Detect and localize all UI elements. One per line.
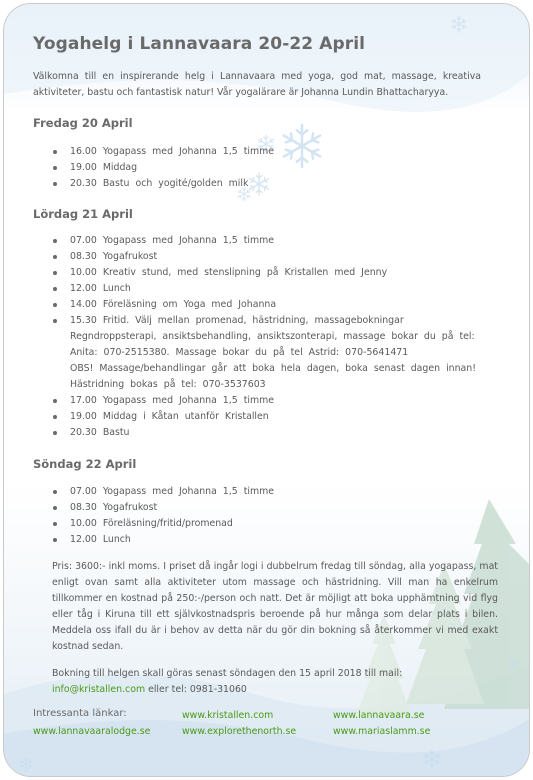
schedule-item: 12.00 Lunch: [52, 281, 476, 297]
booking-phone: eller tel: 0981-31060: [148, 684, 247, 695]
day-heading-sondag: Söndag 22 April: [33, 457, 137, 471]
schedule-item: 10.00 Föreläsning/fritid/promenad: [52, 516, 274, 532]
flyer-content: [4, 4, 529, 776]
link-mariaslamm[interactable]: www.mariaslamm.se: [333, 726, 431, 737]
schedule-item: 19.00 Middag: [52, 160, 274, 176]
price-paragraph: Pris: 3600:- inkl moms. I priset då ingår logi i dubbelrum fredag till söndag, alla yogapass, mat enligt ovan samt alla aktiviteter utom massage och hästridning. Vill man ha enkelrum tillkommer en kostnad på 250:-/person och natt. Det är möjligt att boka upphämtning vid flyg eller tåg i Kiruna till ett självkostnadspris beroende på hur många som delar plats i bilen. Meddela oss ifall du är i behov av detta när du gör din bokning så återkommer vi med exakt kostnad sedan.: [52, 561, 498, 652]
flyer-page: [3, 3, 530, 777]
link-explorethenorth[interactable]: www.explorethenorth.se: [182, 726, 297, 737]
schedule-item: 08.30 Yogafrukost: [52, 500, 274, 516]
fritid-detail-line: OBS! Massage/behandlingar går att boka hela dagen, boka senast dagen innan!: [70, 363, 477, 374]
schedule-item: 07.00 Yogapass med Johanna 1,5 timme: [52, 484, 274, 500]
booking-text: Bokning till helgen skall göras senast söndagen den 15 april 2018 till mail:: [52, 668, 403, 679]
booking-email-link[interactable]: info@kristallen.com: [52, 684, 146, 695]
link-kristallen[interactable]: www.kristallen.com: [182, 710, 274, 721]
schedule-item: 12.00 Lunch: [52, 532, 274, 548]
links-label: Intressanta länkar:: [33, 708, 127, 719]
schedule-item-fritid: [52, 313, 476, 393]
fritid-detail-line: Regndroppsterapi, ansiktsbehandling, ansiktszonterapi, massage bokar du på tel:: [70, 331, 475, 342]
schedule-list-sondag: [52, 484, 274, 548]
schedule-item: 20.30 Bastu och yogité/golden milk: [52, 176, 274, 192]
schedule-item: 14.00 Föreläsning om Yoga med Johanna: [52, 297, 476, 313]
schedule-list-fredag: [52, 144, 274, 192]
link-lannavaara[interactable]: www.lannavaara.se: [333, 710, 425, 721]
schedule-item: 20.30 Bastu: [52, 425, 476, 441]
schedule-item: 16.00 Yogapass med Johanna 1,5 timme: [52, 144, 274, 160]
day-heading-lordag: Lördag 21 April: [33, 207, 133, 221]
schedule-item: 10.00 Kreativ stund, med stenslipning på Kristallen med Jenny: [52, 265, 476, 281]
fritid-line: 15.30 Fritid. Välj mellan promenad, hästridning, massagebokningar: [70, 315, 404, 326]
schedule-list-lordag: [52, 233, 476, 441]
intro-paragraph: Välkomna till en inspirerande helg i Lannavaara med yoga, god mat, massage, kreativa aktiviteter, bastu och fantastisk natur! Vår yogalärare är Johanna Lundin Bhattacharyya.: [33, 71, 481, 98]
schedule-item: 19.00 Middag i Kåtan utanför Kristallen: [52, 409, 476, 425]
booking-paragraph: [52, 666, 498, 698]
schedule-item: 08.30 Yogafrukost: [52, 249, 476, 265]
schedule-item: 07.00 Yogapass med Johanna 1,5 timme: [52, 233, 476, 249]
schedule-item: 17.00 Yogapass med Johanna 1,5 timme: [52, 393, 476, 409]
link-lannavaaralodge[interactable]: www.lannavaaralodge.se: [33, 726, 151, 737]
day-heading-fredag: Fredag 20 April: [33, 116, 133, 130]
fritid-detail-line: Anita: 070-2515380. Massage bokar du på tel Astrid: 070-5641471: [70, 347, 409, 358]
page-title: Yogahelg i Lannavaara 20-22 April: [33, 34, 366, 54]
fritid-detail-line: Hästridning bokas på tel: 070-3537603: [70, 379, 266, 390]
